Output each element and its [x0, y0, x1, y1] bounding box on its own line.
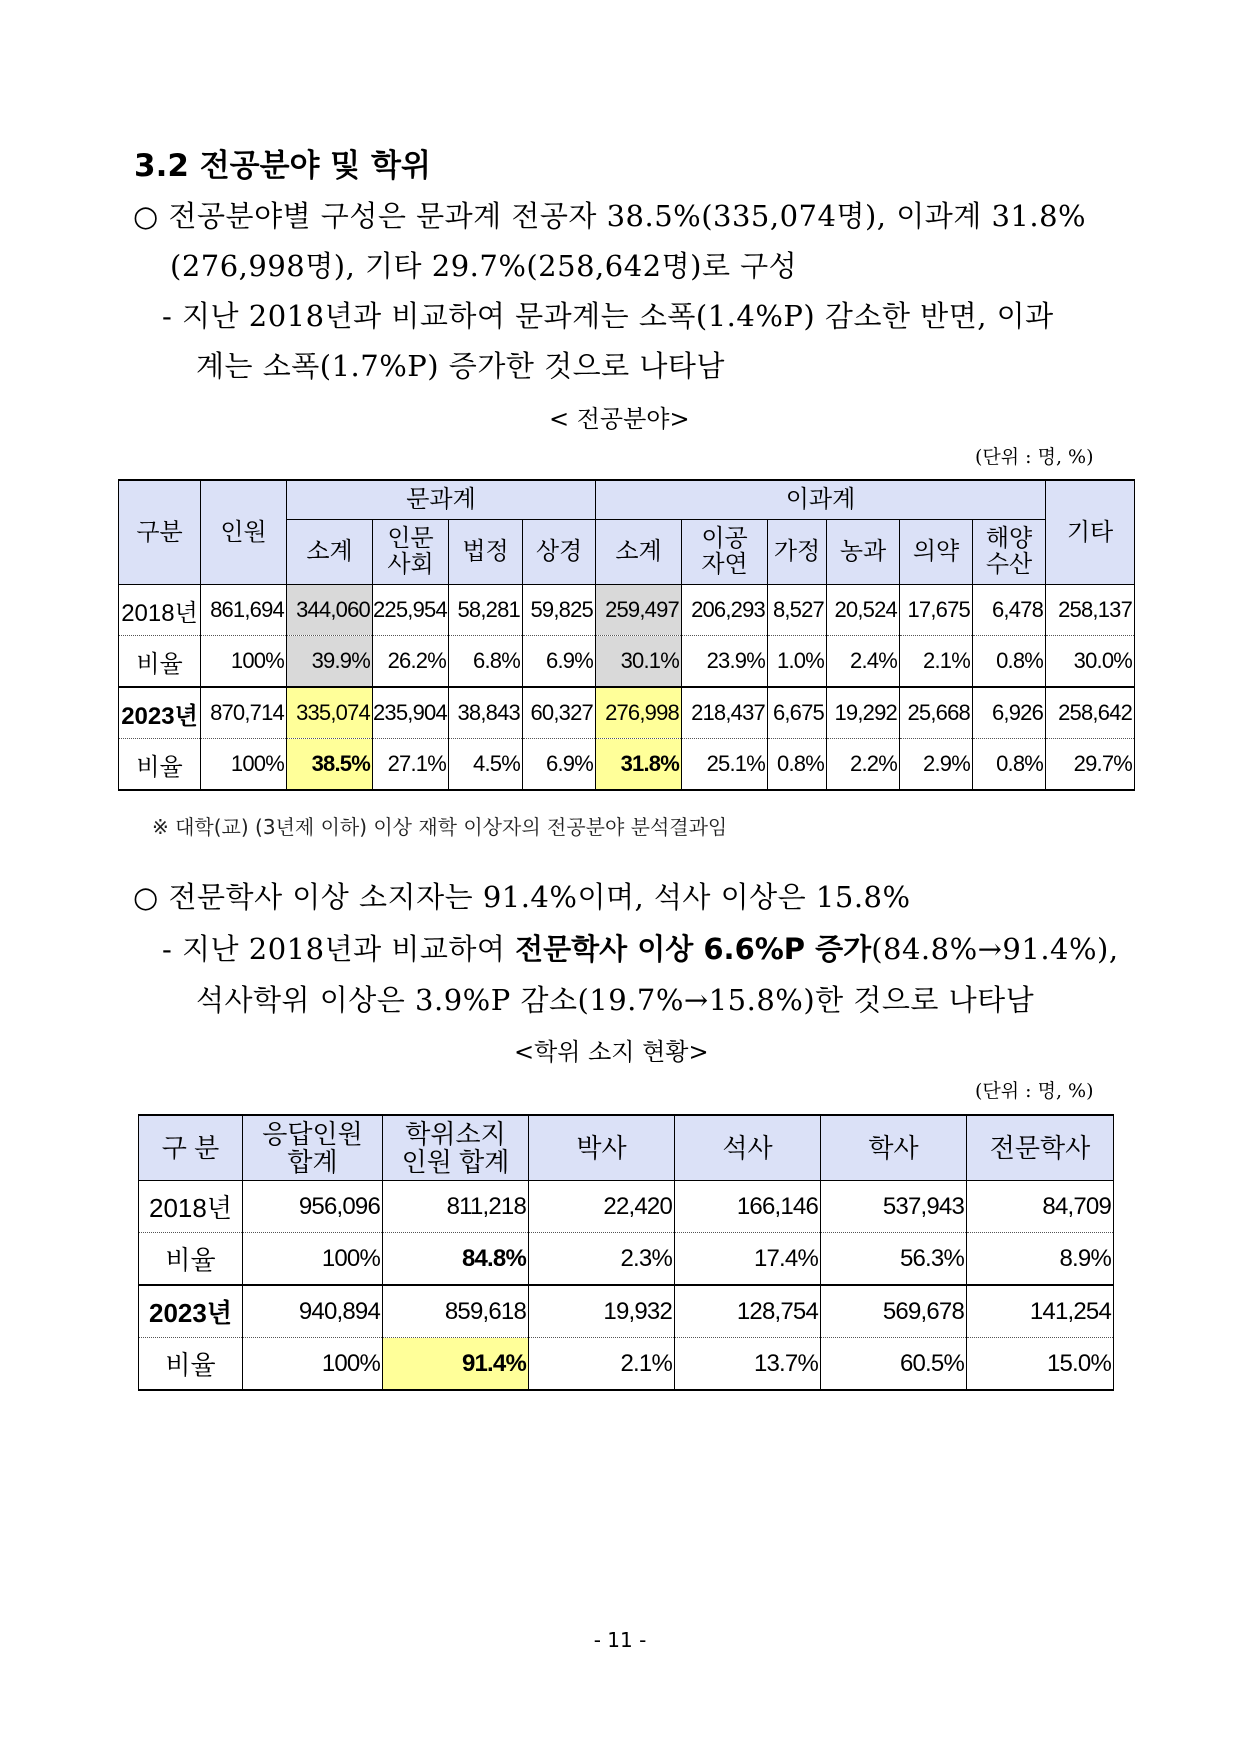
- row-label: 2023년: [139, 1285, 243, 1338]
- subheader-cell: 법정: [449, 520, 523, 585]
- table-cell: 861,694: [201, 585, 287, 636]
- table-cell: 60.5%: [821, 1338, 967, 1391]
- row-label: 2018년: [119, 585, 201, 636]
- para2-line2: [162, 927, 1119, 968]
- table-cell: 6,478: [973, 585, 1046, 636]
- para1-line3: - 지난 2018년과 비교하여 문과계는 소폭(1.4%P) 감소한 반면, 이과: [162, 299, 1054, 333]
- table-cell: 8.9%: [967, 1233, 1114, 1286]
- para2-line1: ○ 전문학사 이상 소지자는 91.4%이며, 석사 이상은 15.8%: [133, 880, 911, 914]
- subheader-cell: 가정: [768, 520, 827, 585]
- table-cell: 218,437: [682, 687, 768, 739]
- table-row: [119, 636, 1135, 688]
- table-cell: 2.1%: [900, 636, 973, 688]
- table-row: [119, 687, 1135, 739]
- subheader-line: 이공 자연: [701, 525, 748, 578]
- table-cell: 870,714: [201, 687, 287, 739]
- subheader-cell: 소계: [596, 520, 682, 585]
- table-cell: 2.1%: [529, 1338, 675, 1391]
- table-cell: 0.8%: [973, 739, 1046, 791]
- table1-unit: (단위 : 명, %): [975, 446, 1094, 468]
- header-other: 기타: [1046, 480, 1135, 585]
- para1-line4: 계는 소폭(1.7%P) 증가한 것으로 나타남: [196, 349, 725, 383]
- table-cell: 859,618: [383, 1285, 529, 1338]
- para2-line2-bold: 전문학사 이상 6.6%P 증가: [515, 932, 872, 966]
- table-cell: 22,420: [529, 1181, 675, 1233]
- table-cell: 128,754: [675, 1285, 821, 1338]
- table-cell: 2.4%: [827, 636, 900, 688]
- table-cell: 39.9%: [287, 636, 373, 688]
- degree-table: [138, 1114, 1114, 1391]
- table-cell: 13.7%: [675, 1338, 821, 1391]
- subheader-line: 인문 사회: [387, 525, 434, 578]
- table-cell: 6,926: [973, 687, 1046, 739]
- table2-unit: (단위 : 명, %): [975, 1080, 1094, 1102]
- table-cell: 6.8%: [449, 636, 523, 688]
- table-cell: 56.3%: [821, 1233, 967, 1286]
- subheader-cell: [373, 520, 449, 585]
- header-cell: 구 분: [139, 1115, 243, 1181]
- table-cell: 141,254: [967, 1285, 1114, 1338]
- table-cell: 8,527: [768, 585, 827, 636]
- header-cell: 학사: [821, 1115, 967, 1181]
- header-category: 구분: [119, 480, 201, 585]
- table-cell: 206,293: [682, 585, 768, 636]
- section-title: 3.2 전공분야 및 학위: [134, 148, 431, 184]
- page-number: - 11 -: [593, 1628, 647, 1652]
- table-cell: 91.4%: [383, 1338, 529, 1391]
- para2-line2-post: (84.8%→91.4%),: [871, 932, 1119, 966]
- table-cell: 100%: [201, 739, 287, 791]
- major-field-table: [118, 479, 1135, 791]
- header-cell: [383, 1115, 529, 1181]
- table-row: [119, 739, 1135, 791]
- header-cell: 석사: [675, 1115, 821, 1181]
- table-cell: 29.7%: [1046, 739, 1135, 791]
- table-cell: 166,146: [675, 1181, 821, 1233]
- table-cell: 60,327: [523, 687, 596, 739]
- header-cell: [243, 1115, 383, 1181]
- table-cell: 23.9%: [682, 636, 768, 688]
- table-cell: 6,675: [768, 687, 827, 739]
- table-cell: 811,218: [383, 1181, 529, 1233]
- table-row: [139, 1181, 1114, 1233]
- header-liberal-group: 문과계: [287, 480, 596, 520]
- table-cell: 100%: [243, 1338, 383, 1391]
- header-cell: 박사: [529, 1115, 675, 1181]
- table-cell: 58,281: [449, 585, 523, 636]
- table-cell: 0.8%: [973, 636, 1046, 688]
- table-cell: 2.3%: [529, 1233, 675, 1286]
- row-label: 비율: [139, 1338, 243, 1391]
- table-cell: 6.9%: [523, 739, 596, 791]
- table-cell: 4.5%: [449, 739, 523, 791]
- table-cell: 84,709: [967, 1181, 1114, 1233]
- header-line: 학위소지 인원 합계: [401, 1119, 510, 1177]
- table-cell: 17.4%: [675, 1233, 821, 1286]
- table-cell: 84.8%: [383, 1233, 529, 1286]
- subheader-line: 해양 수산: [985, 525, 1033, 578]
- table2-caption: <학위 소지 현황>: [514, 1038, 709, 1066]
- table-cell: 19,292: [827, 687, 900, 739]
- para2-line2-pre: - 지난 2018년과 비교하여: [162, 932, 516, 966]
- table-cell: 27.1%: [373, 739, 449, 791]
- table-cell: 1.0%: [768, 636, 827, 688]
- table-cell: 956,096: [243, 1181, 383, 1233]
- table-cell: 335,074: [287, 687, 373, 739]
- table-cell: 344,060: [287, 585, 373, 636]
- subheader-cell: 의약: [900, 520, 973, 585]
- header-science-group: 이과계: [596, 480, 1046, 520]
- table-cell: 100%: [201, 636, 287, 688]
- table-row: [139, 1233, 1114, 1286]
- subheader-cell: 농과: [827, 520, 900, 585]
- table-cell: 258,137: [1046, 585, 1135, 636]
- table-cell: 59,825: [523, 585, 596, 636]
- table-cell: 2.2%: [827, 739, 900, 791]
- table-cell: 258,642: [1046, 687, 1135, 739]
- para1-line1: ○ 전공분야별 구성은 문과계 전공자 38.5%(335,074명), 이과계 31.8%: [133, 199, 1087, 233]
- table-cell: 100%: [243, 1233, 383, 1286]
- table-cell: 15.0%: [967, 1338, 1114, 1391]
- table-cell: 2.9%: [900, 739, 973, 791]
- subheader-cell: [973, 520, 1046, 585]
- subheader-cell: 상경: [523, 520, 596, 585]
- table-cell: 537,943: [821, 1181, 967, 1233]
- table-cell: 0.8%: [768, 739, 827, 791]
- table-cell: 31.8%: [596, 739, 682, 791]
- row-label: 비율: [119, 636, 201, 688]
- table-cell: 17,675: [900, 585, 973, 636]
- table-cell: 30.0%: [1046, 636, 1135, 688]
- table-cell: 259,497: [596, 585, 682, 636]
- header-people: 인원: [201, 480, 287, 585]
- row-label: 2018년: [139, 1181, 243, 1233]
- row-label: 2023년: [119, 687, 201, 739]
- para1-line2: (276,998명), 기타 29.7%(258,642명)로 구성: [170, 249, 798, 283]
- table-row: [119, 585, 1135, 636]
- table-row: [139, 1338, 1114, 1391]
- table-cell: 26.2%: [373, 636, 449, 688]
- row-label: 비율: [139, 1233, 243, 1286]
- table-cell: 276,998: [596, 687, 682, 739]
- table-cell: 225,954: [373, 585, 449, 636]
- header-cell: 전문학사: [967, 1115, 1114, 1181]
- table-cell: 25.1%: [682, 739, 768, 791]
- table-row: [139, 1285, 1114, 1338]
- subheader-cell: [682, 520, 768, 585]
- row-label: 비율: [119, 739, 201, 791]
- table-cell: 38.5%: [287, 739, 373, 791]
- table-cell: 19,932: [529, 1285, 675, 1338]
- para2-line3: 석사학위 이상은 3.9%P 감소(19.7%→15.8%)한 것으로 나타남: [196, 983, 1035, 1017]
- table1-caption: < 전공분야>: [549, 405, 690, 433]
- table-cell: 38,843: [449, 687, 523, 739]
- header-line: 응답인원 합계: [262, 1119, 363, 1177]
- table-cell: 569,678: [821, 1285, 967, 1338]
- table-cell: 20,524: [827, 585, 900, 636]
- subheader-cell: 소계: [287, 520, 373, 585]
- table-cell: 30.1%: [596, 636, 682, 688]
- table1-note: ※ 대학(교) (3년제 이하) 이상 재학 이상자의 전공분야 분석결과임: [152, 815, 728, 839]
- table-cell: 25,668: [900, 687, 973, 739]
- table-cell: 6.9%: [523, 636, 596, 688]
- table-cell: 940,894: [243, 1285, 383, 1338]
- table-cell: 235,904: [373, 687, 449, 739]
